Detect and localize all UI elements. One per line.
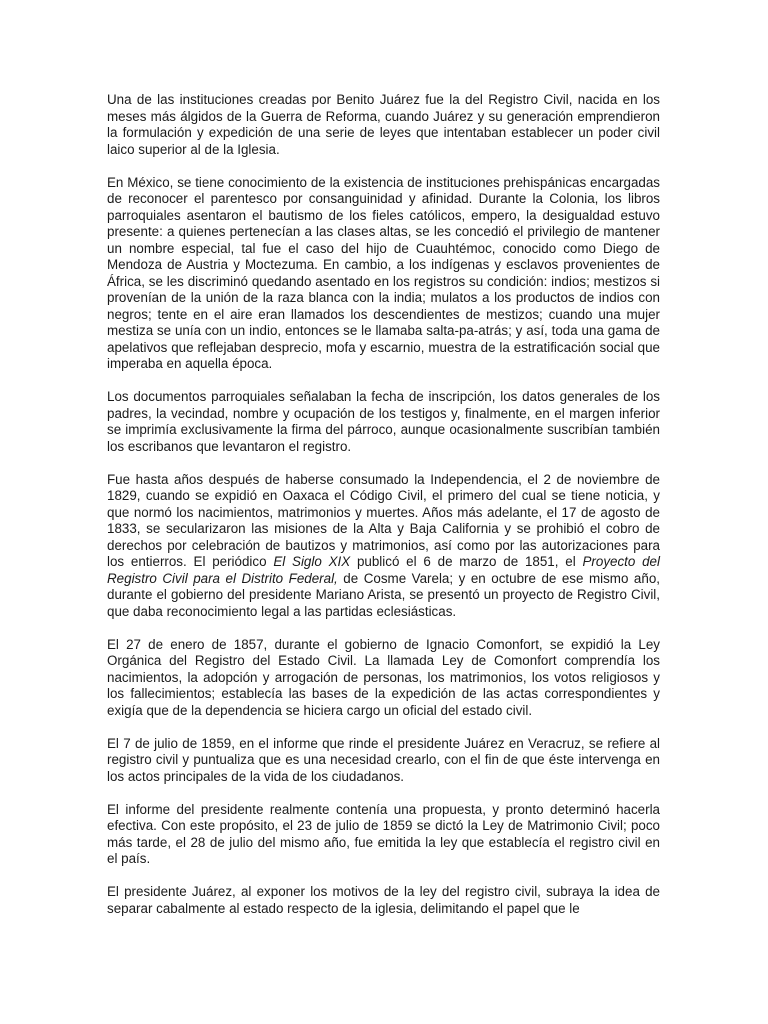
paragraph-4-text-b: publicó el 6 de marzo de 1851, el bbox=[350, 554, 583, 569]
paragraph-6 bbox=[107, 736, 660, 786]
paragraph-2 bbox=[107, 175, 660, 373]
paragraph-3-text: Los documentos parroquiales señalaban la fecha de inscripción, los datos generales de los padres, la vecindad, nombre y ocupación de los testigos y, finalmente, en el margen inferior se imprimía exclusivamente la firma del párroco, aunque ocasionalmente suscribían también los escribanos que levantaron el registro. bbox=[107, 389, 660, 454]
paragraph-1-text: Una de las instituciones creadas por Benito Juárez fue la del Registro Civil, nacida en los meses más álgidos de la Guerra de Reforma, cuando Juárez y su generación emprendieron la formulación y expedición de una serie de leyes que intentaban establecer un poder civil laico superior al de la Iglesia. bbox=[107, 92, 660, 157]
paragraph-4 bbox=[107, 472, 660, 621]
document-page bbox=[107, 92, 660, 934]
paragraph-4-text-c: de Cosme Varela; y en octubre de ese mismo año, durante el gobierno del presidente Mariano Arista, se presentó un proyecto de Registro Civil, que daba reconocimiento legal a las partidas eclesiásticas. bbox=[107, 570, 660, 619]
paragraph-5-text: El 27 de enero de 1857, durante el gobierno de Ignacio Comonfort, se expidió la Ley Orgánica del Registro del Estado Civil. La llamada Ley de Comonfort comprendía los nacimientos, la adopción y arrogación de personas, los matrimonios, los votos religiosos y los fallecimientos; establecía las bases de la expedición de las actas correspondientes y exigía que de la dependencia se hiciera cargo un oficial del estado civil. bbox=[107, 636, 660, 718]
paragraph-8 bbox=[107, 884, 660, 917]
paragraph-6-text: El 7 de julio de 1859, en el informe que rinde el presidente Juárez en Veracruz, se refiere al registro civil y puntualiza que es una necesidad crearlo, con el fin de que éste intervenga en los actos principales de la vida de los ciudadanos. bbox=[107, 735, 660, 784]
paragraph-4-text-a: Fue hasta años después de haberse consumado la Independencia, el 2 de noviembre de 1829, cuando se expidió en Oaxaca el Código Civil, el primero del cual se tiene noticia, y que normó los nacimientos, matrimonios y muertes. Años más adelante, el 17 de agosto de 1833, se secularizaron las misiones de la Alta y Baja California y se prohibió el cobro de derechos por celebración de bautizos y matrimonios, así como por las autorizaciones para los entierros. El periódico bbox=[107, 471, 660, 569]
paragraph-2-text: En México, se tiene conocimiento de la existencia de instituciones prehispánicas encargadas de reconocer el parentesco por consanguinidad y afinidad. Durante la Colonia, los libros parroquiales asentaron el bautismo de los fieles católicos, empero, la desigualdad estuvo presente: a quienes pertenecían a las clases altas, se les concedió el privilegio de mantener un nombre especial, tal fue el caso del hijo de Cuauhtémoc, conocido como Diego de Mendoza de Austria y Moctezuma. En cambio, a los indígenas y esclavos provenientes de África, se les discriminó quedando asentado en los registros su condición: indios; mestizos si provenían de la unión de la raza blanca con la india; mulatos a los productos de indios con negros; tente en el aire eran llamados los descendientes de mestizos; cuando una mujer mestiza se unía con un indio, entonces se le llamaba salta-pa-atrás; y así, toda una gama de apelativos que reflejaban desprecio, mofa y escarnio, muestra de la estratificación social que imperaba en aquella época. bbox=[107, 174, 660, 371]
paragraph-7 bbox=[107, 802, 660, 868]
paragraph-7-text: El informe del presidente realmente contenía una propuesta, y pronto determinó hacerla efectiva. Con este propósito, el 23 de julio de 1859 se dictó la Ley de Matrimonio Civil; poco más tarde, el 28 de julio del mismo año, fue emitida la ley que establecía el registro civil en el país. bbox=[107, 801, 660, 866]
paragraph-1 bbox=[107, 92, 660, 158]
paragraph-5 bbox=[107, 637, 660, 720]
project-title: Proyecto del Registro Civil para el Distrito Federal, bbox=[107, 554, 660, 586]
newspaper-title: El Siglo XIX bbox=[273, 554, 351, 569]
paragraph-3 bbox=[107, 389, 660, 455]
paragraph-8-text: El presidente Juárez, al exponer los motivos de la ley del registro civil, subraya la idea de separar cabalmente al estado respecto de la iglesia, delimitando el papel que le bbox=[107, 884, 660, 916]
